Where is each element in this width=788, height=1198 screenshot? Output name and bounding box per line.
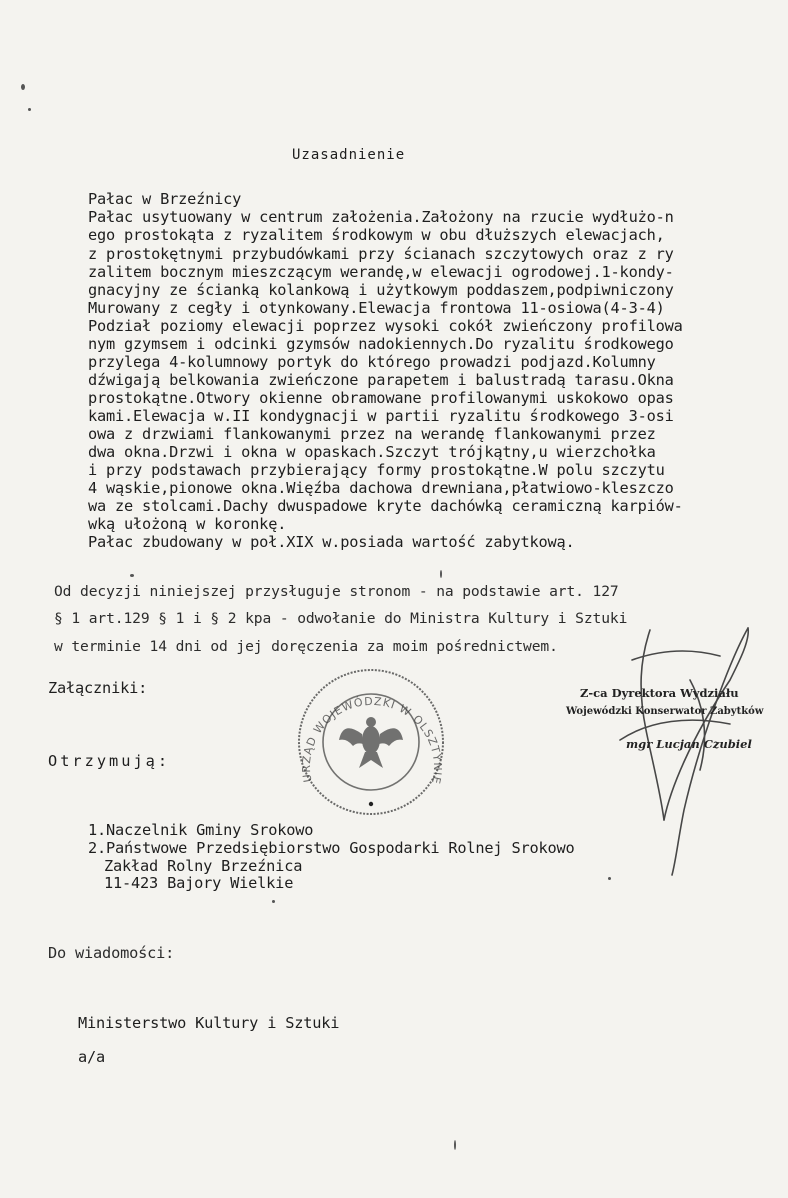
- eagle-emblem: [339, 717, 403, 768]
- recipients-label: Otrzymują:: [48, 752, 171, 770]
- body-line: i przy podstawach przybierający formy prostokątne.W polu szczytu: [88, 461, 665, 479]
- recipient-item: 11-423 Bajory Wielkie: [104, 874, 294, 892]
- body-line: zalitem bocznym mieszczącym werandę,w elewacji ogrodowej.1-kondy-: [88, 263, 674, 281]
- body-line: Pałac w Brzeźnicy: [88, 190, 242, 208]
- body-line: dwa okna.Drzwi i okna w opaskach.Szczyt trójkątny,u wierzchołka: [88, 443, 656, 461]
- signature-title: Z-ca Dyrektora Wydziału: [580, 686, 739, 700]
- scan-speck: [440, 570, 442, 578]
- signature-office: Wojewódzki Konserwator Zabytków: [566, 706, 764, 717]
- body-line: Pałac usytuowany w centrum założenia.Założony na rzucie wydłużo-n: [88, 208, 674, 226]
- body-line: Murowany z cegły i otynkowany.Elewacja frontowa 11-osiowa(4-3-4): [88, 299, 665, 317]
- scan-speck: [28, 108, 31, 111]
- body-line: Pałac zbudowany w poł.XIX w.posiada wartość zabytkową.: [88, 533, 575, 551]
- recipient-item: 2.Państwowe Przedsiębiorstwo Gospodarki Rolnej Srokowo: [88, 839, 575, 857]
- body-line: Podział poziomy elewacji poprzez wysoki cokół zwieńczony profilowa: [88, 317, 683, 335]
- appeal-line: w terminie 14 dni od jej doręczenia za moim pośrednictwem.: [54, 638, 558, 655]
- cc-label: Do wiadomości:: [48, 944, 175, 962]
- stamp-text: URZĄD WOJEWÓDZKI W OLSZTYNIE: [299, 694, 445, 786]
- body-line: dźwigają belkowania zwieńczone parapetem i balustradą tarasu.Okna: [88, 371, 674, 389]
- body-line: ego prostokąta z ryzalitem środkowym w obu dłuższych elewacjach,: [88, 226, 665, 244]
- signature-name: mgr Lucjan Czubiel: [626, 737, 752, 751]
- recipient-item: 1.Naczelnik Gminy Srokowo: [88, 821, 314, 839]
- body-line: wką ułożoną w koronkę.: [88, 515, 287, 533]
- body-line: nym gzymsem i odcinki gzymsów nadokiennych.Do ryzalitu środkowego: [88, 335, 674, 353]
- body-line: wa ze stolcami.Dachy dwuspadowe kryte dachówką ceramiczną karpiów-: [88, 497, 683, 515]
- cc-item: a/a: [78, 1048, 106, 1066]
- body-line: z prostokętnymi przybudówkami przy ścianach szczytowych oraz z ry: [88, 245, 674, 263]
- body-line: przylega 4-kolumnowy portyk do którego prowadzi podjazd.Kolumny: [88, 353, 656, 371]
- body-line: kami.Elewacja w.II kondygnacji w partii ryzalitu środkowego 3-osi: [88, 407, 674, 425]
- scan-speck: [21, 84, 25, 90]
- scan-speck: [608, 877, 611, 880]
- scan-speck: [454, 1140, 456, 1150]
- recipient-item: Zakład Rolny Brzeźnica: [104, 857, 303, 875]
- scan-speck: [130, 574, 134, 577]
- attachments-label: Załączniki:: [48, 679, 148, 697]
- scan-speck: [272, 900, 275, 903]
- official-stamp: [283, 668, 459, 816]
- appeal-line: § 1 art.129 § 1 i § 2 kpa - odwołanie do Ministra Kultury i Sztuki: [54, 610, 628, 627]
- body-line: 4 wąskie,pionowe okna.Więźba dachowa drewniana,płatwiowo-kleszczo: [88, 479, 674, 497]
- body-line: prostokątne.Otwory okienne obramowane profilowanymi uskokowo opas: [88, 389, 674, 407]
- document-title: Uzasadnienie: [292, 147, 406, 163]
- appeal-line: Od decyzji niniejszej przysługuje stronom - na podstawie art. 127: [54, 583, 619, 600]
- body-line: gnacyjny ze ścianką kolankową i użytkowym poddaszem,podpiwniczony: [88, 281, 674, 299]
- body-line: owa z drzwiami flankowanymi przez na werandę flankowanymi przez: [88, 425, 656, 443]
- handwritten-signature: [580, 620, 780, 880]
- cc-item: Ministerstwo Kultury i Sztuki: [78, 1014, 340, 1032]
